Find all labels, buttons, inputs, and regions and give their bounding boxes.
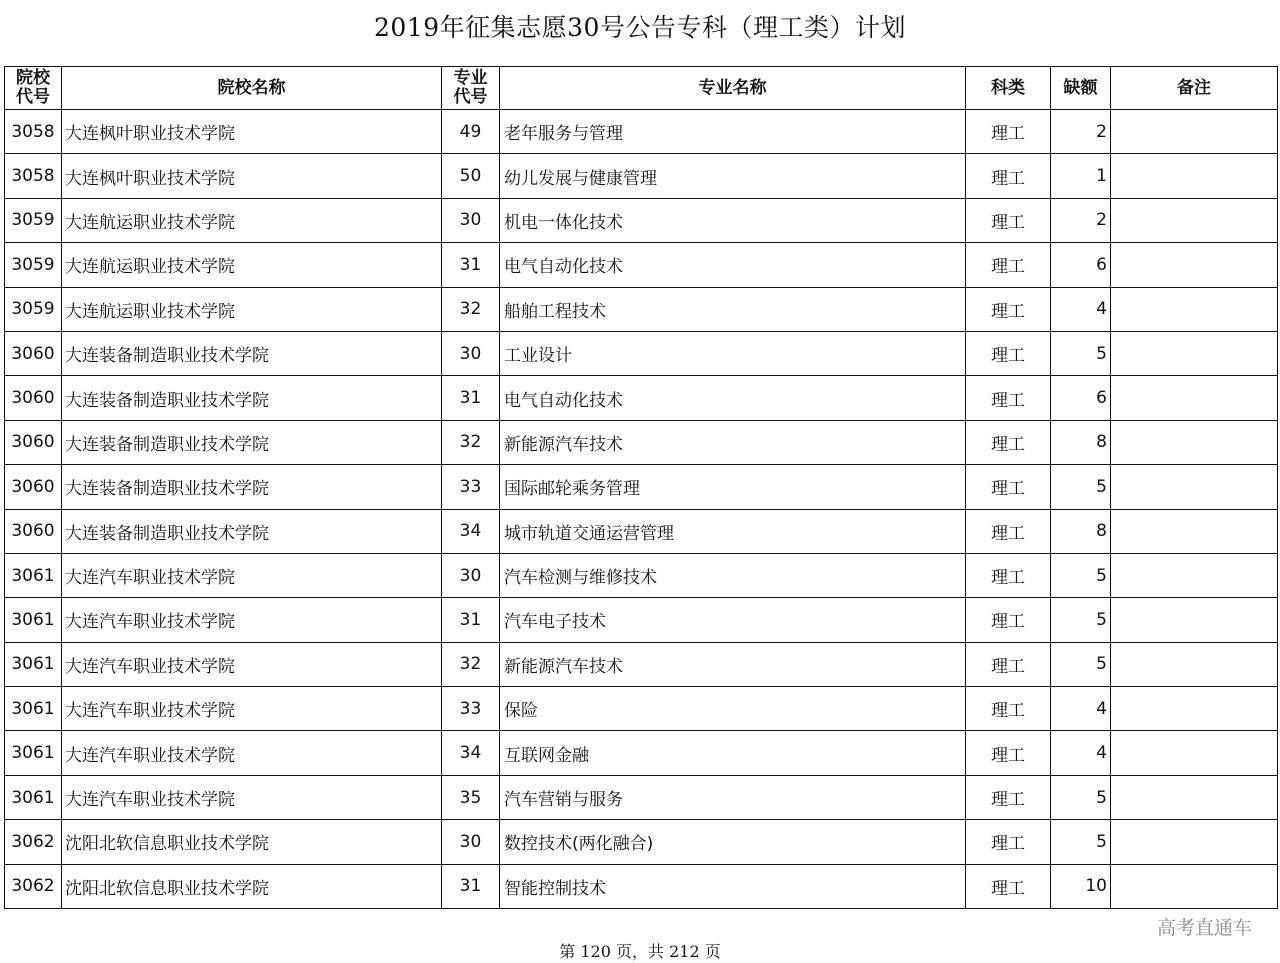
cell-quota: 8 [1051,420,1111,464]
cell-school-name: 大连汽车职业技术学院 [62,642,442,686]
cell-remark [1111,243,1278,287]
table-row [5,864,1278,908]
table-row [5,465,1278,509]
cell-category: 理工 [966,820,1051,864]
header-school-name: 院校名称 [62,67,442,110]
cell-quota: 4 [1051,687,1111,731]
cell-quota: 4 [1051,731,1111,775]
table-row [5,687,1278,731]
cell-category: 理工 [966,376,1051,420]
cell-quota: 5 [1051,465,1111,509]
cell-major-code: 31 [442,598,500,642]
page-number: 第 120 页，共 212 页 [559,942,721,961]
table-row [5,243,1278,287]
cell-category: 理工 [966,509,1051,553]
cell-school-code: 3061 [5,775,62,819]
cell-school-code: 3060 [5,465,62,509]
cell-school-name: 大连装备制造职业技术学院 [62,331,442,375]
cell-major-code: 30 [442,331,500,375]
cell-quota: 6 [1051,376,1111,420]
cell-category: 理工 [966,687,1051,731]
cell-school-name: 大连枫叶职业技术学院 [62,154,442,198]
table-row [5,775,1278,819]
cell-major-name: 保险 [500,687,966,731]
cell-major-code: 32 [442,642,500,686]
cell-category: 理工 [966,775,1051,819]
cell-quota: 5 [1051,775,1111,819]
cell-school-code: 3061 [5,598,62,642]
cell-school-code: 3059 [5,198,62,242]
cell-school-name: 大连装备制造职业技术学院 [62,465,442,509]
cell-category: 理工 [966,465,1051,509]
cell-category: 理工 [966,642,1051,686]
cell-major-code: 32 [442,287,500,331]
cell-major-code: 31 [442,243,500,287]
cell-school-code: 3062 [5,820,62,864]
cell-remark [1111,331,1278,375]
table-row [5,331,1278,375]
cell-major-name: 老年服务与管理 [500,110,966,154]
cell-school-name: 大连汽车职业技术学院 [62,775,442,819]
table-header-row [5,67,1278,110]
cell-school-name: 大连汽车职业技术学院 [62,731,442,775]
cell-school-code: 3059 [5,243,62,287]
cell-remark [1111,287,1278,331]
table-row [5,420,1278,464]
cell-major-code: 33 [442,465,500,509]
cell-major-name: 工业设计 [500,331,966,375]
table-row [5,598,1278,642]
cell-major-name: 新能源汽车技术 [500,420,966,464]
header-major-code: 专业 代号 [442,67,500,110]
cell-school-code: 3061 [5,687,62,731]
table-row [5,509,1278,553]
cell-remark [1111,420,1278,464]
cell-category: 理工 [966,287,1051,331]
cell-school-name: 大连汽车职业技术学院 [62,598,442,642]
cell-category: 理工 [966,110,1051,154]
cell-school-code: 3061 [5,642,62,686]
cell-major-name: 智能控制技术 [500,864,966,908]
cell-major-name: 城市轨道交通运营管理 [500,509,966,553]
header-major-name: 专业名称 [500,67,966,110]
table-row [5,287,1278,331]
cell-school-code: 3060 [5,376,62,420]
header-quota: 缺额 [1051,67,1111,110]
cell-major-code: 35 [442,775,500,819]
cell-remark [1111,598,1278,642]
table-row [5,110,1278,154]
cell-category: 理工 [966,331,1051,375]
cell-remark [1111,642,1278,686]
cell-school-name: 大连航运职业技术学院 [62,198,442,242]
cell-school-code: 3058 [5,154,62,198]
cell-major-code: 50 [442,154,500,198]
table-row [5,642,1278,686]
cell-school-name: 大连枫叶职业技术学院 [62,110,442,154]
cell-major-code: 30 [442,820,500,864]
cell-major-code: 34 [442,731,500,775]
header-remark: 备注 [1111,67,1278,110]
cell-school-code: 3059 [5,287,62,331]
cell-quota: 2 [1051,198,1111,242]
cell-major-name: 电气自动化技术 [500,376,966,420]
cell-quota: 2 [1051,110,1111,154]
table-row [5,376,1278,420]
cell-school-name: 大连汽车职业技术学院 [62,553,442,597]
cell-category: 理工 [966,198,1051,242]
cell-major-name: 数控技术(两化融合) [500,820,966,864]
cell-major-name: 国际邮轮乘务管理 [500,465,966,509]
cell-remark [1111,864,1278,908]
cell-major-name: 机电一体化技术 [500,198,966,242]
header-school-code: 院校 代号 [5,67,62,110]
cell-major-code: 30 [442,198,500,242]
plan-table [4,66,1278,909]
cell-category: 理工 [966,243,1051,287]
cell-remark [1111,687,1278,731]
cell-remark [1111,509,1278,553]
cell-category: 理工 [966,553,1051,597]
cell-major-name: 新能源汽车技术 [500,642,966,686]
cell-major-code: 32 [442,420,500,464]
cell-school-name: 大连航运职业技术学院 [62,243,442,287]
cell-quota: 5 [1051,642,1111,686]
cell-major-name: 船舶工程技术 [500,287,966,331]
cell-school-name: 大连装备制造职业技术学院 [62,420,442,464]
cell-remark [1111,154,1278,198]
cell-quota: 4 [1051,287,1111,331]
cell-remark [1111,465,1278,509]
cell-quota: 6 [1051,243,1111,287]
cell-major-code: 33 [442,687,500,731]
cell-school-code: 3058 [5,110,62,154]
cell-school-code: 3060 [5,420,62,464]
table-row [5,198,1278,242]
cell-quota: 5 [1051,820,1111,864]
cell-remark [1111,376,1278,420]
cell-major-code: 31 [442,376,500,420]
cell-school-name: 大连航运职业技术学院 [62,287,442,331]
cell-quota: 5 [1051,598,1111,642]
cell-remark [1111,553,1278,597]
cell-major-code: 30 [442,553,500,597]
cell-remark [1111,110,1278,154]
table-body [5,110,1278,909]
cell-major-code: 34 [442,509,500,553]
cell-school-code: 3061 [5,731,62,775]
cell-school-code: 3061 [5,553,62,597]
page-title: 2019年征集志愿30号公告专科（理工类）计划 [374,13,906,42]
cell-major-name: 汽车营销与服务 [500,775,966,819]
cell-major-name: 汽车检测与维修技术 [500,553,966,597]
cell-major-name: 幼儿发展与健康管理 [500,154,966,198]
cell-major-code: 31 [442,864,500,908]
cell-major-code: 49 [442,110,500,154]
cell-school-code: 3062 [5,864,62,908]
table-row [5,553,1278,597]
cell-category: 理工 [966,420,1051,464]
cell-school-name: 大连汽车职业技术学院 [62,687,442,731]
table-row [5,154,1278,198]
cell-remark [1111,731,1278,775]
cell-major-name: 电气自动化技术 [500,243,966,287]
cell-remark [1111,775,1278,819]
watermark-text: 高考直通车 [1156,917,1252,939]
cell-category: 理工 [966,864,1051,908]
cell-quota: 10 [1051,864,1111,908]
cell-category: 理工 [966,731,1051,775]
table-row [5,820,1278,864]
cell-major-name: 汽车电子技术 [500,598,966,642]
cell-quota: 5 [1051,553,1111,597]
cell-school-code: 3060 [5,509,62,553]
cell-remark [1111,198,1278,242]
cell-school-name: 沈阳北软信息职业技术学院 [62,864,442,908]
cell-remark [1111,820,1278,864]
cell-school-name: 沈阳北软信息职业技术学院 [62,820,442,864]
cell-quota: 8 [1051,509,1111,553]
cell-quota: 1 [1051,154,1111,198]
cell-major-name: 互联网金融 [500,731,966,775]
table-row [5,731,1278,775]
header-category: 科类 [966,67,1051,110]
cell-school-name: 大连装备制造职业技术学院 [62,376,442,420]
cell-school-name: 大连装备制造职业技术学院 [62,509,442,553]
cell-school-code: 3060 [5,331,62,375]
cell-quota: 5 [1051,331,1111,375]
cell-category: 理工 [966,154,1051,198]
cell-category: 理工 [966,598,1051,642]
